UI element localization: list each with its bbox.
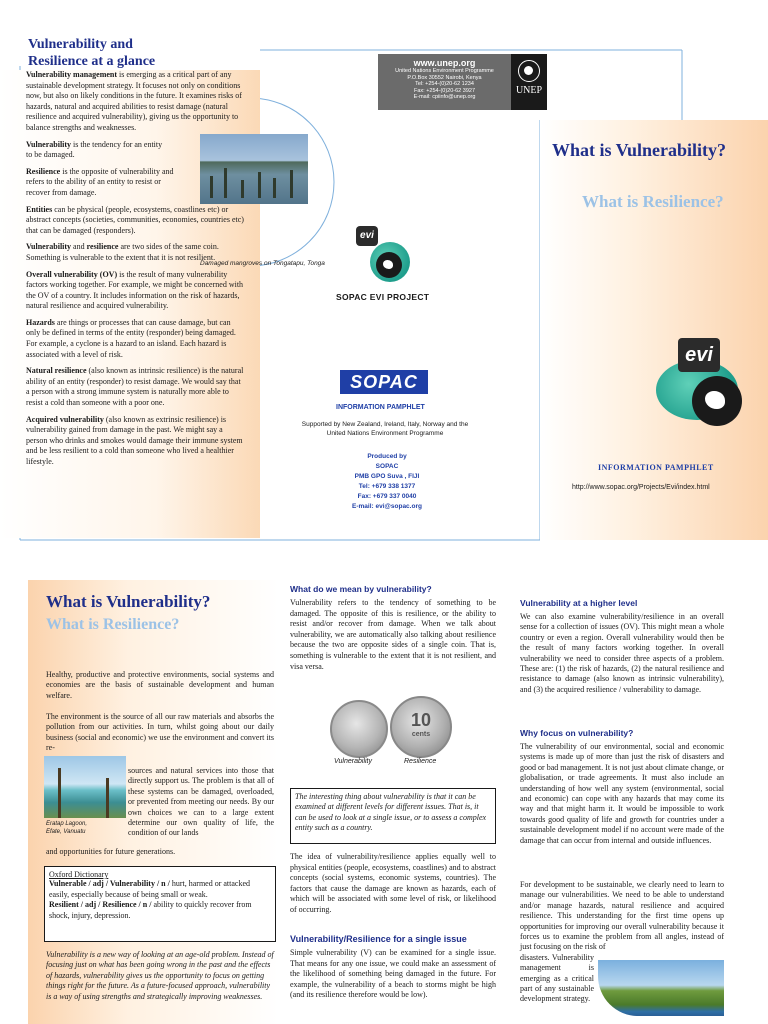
definition-paragraph: Hazards are things or processes that can cause damage, but can only be defined in terms of the entity (responder) being damaged. For example, a cyclone is a hazard to an island. Each hazard is associated with a level of risk. — [26, 317, 236, 359]
definition-paragraph: Vulnerability and resilience are two sides of the same coin. Something is vulnerable to the extent that it is not resilient. — [26, 242, 219, 262]
pamphlet-label: INFORMATION PAMPHLET — [598, 463, 714, 472]
cover-panel — [540, 120, 768, 540]
body-paragraph: We can also examine vulnerability/resilience in an overall sense for a collection of issues (OV). This might mean a whole country or even a region. Overall vulnerability would then be the result of many factors working together. In overall vulnerability we need to consider three aspects of a problem. These are: (1) the risk of hazards, (2) the natural resilience and resistance to damage (also known as intrinsic vulnerability), and (3) the acquired resilience / vulnerability to damage. — [520, 612, 724, 694]
intro-subtitle: What is Resilience? — [46, 616, 180, 633]
definition-paragraph: Entities can be physical (people, ecosystems, coastlines etc) or abstract concepts (societies, communities, economies, countries etc) that can be damaged (responders). — [26, 204, 244, 235]
unep-logo: UNEP — [511, 54, 547, 110]
intro-paragraph: The environment is the source of all our raw materials and absorbs the pollution from our activities. In turn, whilst going about our daily business (social and economic) we use the environment and convert its re- — [46, 712, 274, 753]
photo-caption: Eratap Lagoon, Efate, Vanuatu — [46, 821, 88, 835]
coin-tails-icon: 10 cents — [390, 696, 452, 758]
project-url-link[interactable]: http://www.sopac.org/Projects/Evi/index.html — [572, 484, 710, 491]
dictionary-entry: Vulnerable / adj / Vulnerability / n / hurt, harmed or attacked easily, especially because of being small or weak. — [49, 879, 251, 899]
intro-paragraph: Healthy, productive and protective environments, social systems and economies are the basis of sustainable development and human welfare. — [46, 670, 274, 700]
producer-contact: Produced by SOPAC PMB GPO Suva , FIJI Tel: +679 338 1377 Fax: +679 337 0040 E-mail: evi@sopac.org — [322, 452, 452, 512]
project-label: SOPAC EVI PROJECT — [336, 292, 430, 302]
contact-email[interactable]: E-mail: evi@sopac.org — [352, 503, 422, 510]
definition-paragraph: Natural resilience (also known as intrinsic resilience) is the natural ability of an entity (responder) to resist damage. We would say that a person with a strong immune system is naturally more able to resist a cold than someone with a poor one. — [26, 366, 244, 408]
pull-quote: The interesting thing about vulnerability is that it can be examined at different levels for different issues. That is, it can be used to look at a single issue, or to assess a complex entity such as a country. — [290, 788, 496, 844]
definition-paragraph: Acquired vulnerability (also known as extrinsic resilience) is vulnerability gained from damage in the past. We might say a person who drinks and smokes would damage their immune system and be less resilient to a cold than someone who lived a healthier lifestyle. — [26, 414, 243, 466]
island-photo — [598, 960, 724, 1016]
intro-title: What is Vulnerability? — [46, 592, 211, 611]
unep-url[interactable]: www.unep.org — [413, 58, 476, 68]
definition-paragraph: Vulnerability management is emerging as a critical part of any sustainable development strategy. It focuses not only on conditions now, but also on likely conditions in the future. It examines risks of hazards, natural and acquired abilities to resist damage (natural resilience and acquired vulnerability), giving us the opportunity to balance strengths and weaknesses. — [26, 70, 242, 132]
section-title: Vulnerability and Resilience at a glance — [28, 37, 156, 69]
definition-paragraph: Overall vulnerability (OV) is the result of many vulnerability factors working together. For example, we might be concerned with the OV of a country. It includes information on the risk of hazards, natural resilience and acquired vulnerability. — [26, 269, 244, 311]
supporters-text: Supported by New Zealand, Ireland, Italy, Norway and the United Nations Environment Programme — [301, 421, 469, 437]
evi-logo: evi — [356, 226, 412, 282]
unep-contact-box: www.unep.org United Nations Environment Programme P.O.Box 30552 Nairobi, Kenya Tel: +254-(0)20-62 1234 Fax: +254-(0)20-62 3927 E-mail: cpiinfo@unep.org — [378, 54, 511, 110]
body-paragraph: The idea of vulnerability/resilience applies equally well to physical entities (people, ecosystems, coastlines) and to abstract concepts (social systems, economic systems, countries). The factors that cause the damage are known as hazards, each of which will be associated with some level of risk, or likelihood of occurring. — [290, 852, 496, 914]
coin-illustration — [328, 696, 468, 758]
section-heading: Vulnerability at a higher level — [520, 598, 638, 608]
pamphlet-label: INFORMATION PAMPHLET — [336, 404, 425, 411]
sopac-logo: SOPAC — [340, 370, 428, 394]
body-paragraph: The vulnerability of our environmental, social and economic systems is made up of more than just the risk of disasters and good or bad management. It is not just about climate change, or globalisation, or trade agreements. It must also include an understanding of how well any system (environmental, social and economic) can cope with any hazards that may come its way and that might harm it. It would be impossible to work towards good quality of life and growth for countries under a sustainable development model if no account were made of the damage that can occur from internal and outside influences. — [520, 742, 724, 845]
section-heading: Vulnerability/Resilience for a single issue — [290, 934, 467, 944]
lagoon-photo — [44, 756, 126, 818]
body-paragraph: Vulnerability refers to the tendency of something to be damaged. The opposite of this is resilience, or the ability to resist and/or recover from damage. When we talk about vulnerability, we are automatically also talking about resilience because the two are opposite sides of a single coin. That is, something is vulnerable to the extent that it is not resilient, and visa versa. — [290, 598, 496, 671]
intro-paragraph: sources and natural services into those that directly support us. The problem is that all of these systems can be damaged, overloaded, or prevented from meeting our needs. By our own choices we can to a large extent determine our own quality of life, the condition of our lands — [128, 766, 274, 838]
photo-caption: Damaged mangroves on Tongatapu, Tonga — [200, 260, 325, 267]
section-heading: Why focus on vulnerability? — [520, 728, 634, 738]
section-heading: What do we mean by vulnerability? — [290, 584, 432, 594]
pull-quote: Vulnerability is a new way of looking at an age-old problem. Instead of focusing just on what has been going wrong in the past and the effects of hazards, vulnerability gives us the opportunity to focus on getting things right for the future. As a future-focused approach, vulnerability is a way of using strengths and strategically improving weaknesses. — [46, 950, 274, 1001]
body-paragraph: Simple vulnerability (V) can be examined for a single issue. That means for any one issue, we could make an assessment of the likelihood of something being damaged in the future. For example, the vulnerability of a beach to storms might be high (and its resilience therefore would be low). — [290, 948, 496, 1000]
body-paragraph: For development to be sustainable, we clearly need to learn to manage our vulnerabilities. We need to be able to understand and/or manage hazards, natural resilience and acquired resilience. This understanding for the first time opens up opportunities for improving our overall vulnerability because it forces us to examine the problem from all angles, instead of just focusing on the risk of disasters. Vulnerability management is emerging as a critical part of any sustainable development strategy. — [520, 880, 724, 1004]
coin-heads-icon — [330, 700, 388, 758]
dictionary-box: Oxford Dictionary Vulnerable / adj / Vulnerability / n / hurt, harmed or attacked easily, especially because of being small or weak. Resilient / adj / Resilience / n / ability to quickly recover from shock, injury, depression. — [44, 866, 276, 942]
cover-subtitle: What is Resilience? — [582, 192, 724, 211]
globe-icon — [376, 252, 402, 278]
un-emblem-icon — [518, 60, 540, 82]
mangrove-photo — [200, 134, 308, 204]
cover-title: What is Vulnerability? — [552, 140, 727, 160]
intro-paragraph: and opportunities for future generations. — [46, 847, 176, 856]
coin-label: Vulnerability — [334, 758, 373, 765]
coin-label: Resilience — [404, 758, 437, 765]
definition-paragraph: Vulnerability is the tendency for an entity to be damaged. — [26, 139, 163, 160]
evi-logo-large: evi — [656, 334, 752, 430]
definition-paragraph: Resilience is the opposite of vulnerability and refers to the ability of an entity to resist or recover from damage. — [26, 166, 174, 197]
dictionary-entry: Resilient / adj / Resilience / n / ability to quickly recover from shock, injury, depression. — [49, 900, 252, 920]
globe-icon — [692, 376, 742, 426]
